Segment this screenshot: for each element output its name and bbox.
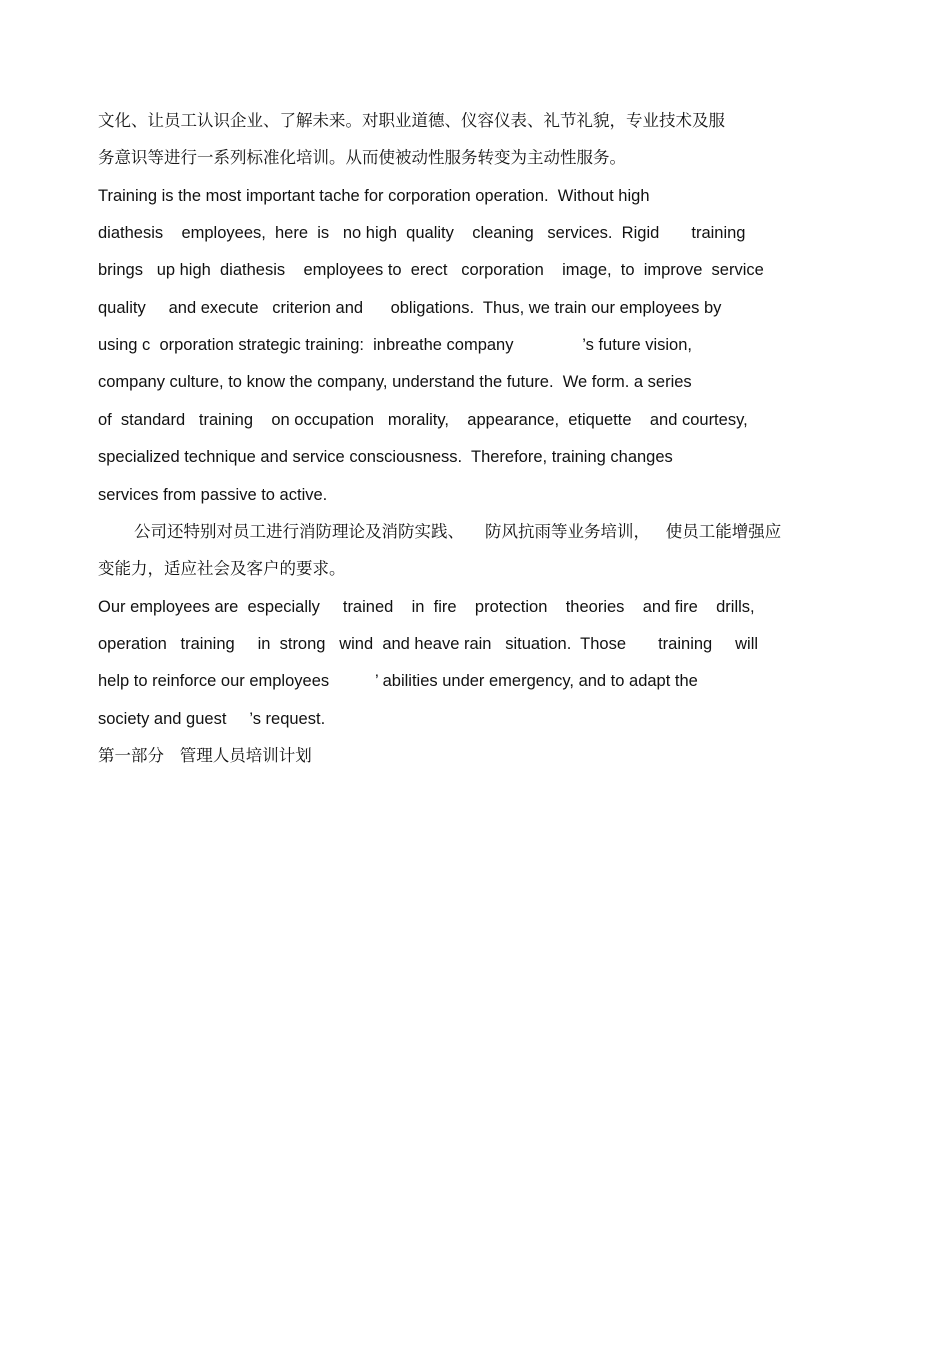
- text-line: using c orporation strategic training: inbreathe company ’s future vision,: [98, 336, 692, 354]
- text-line: specialized technique and service consciousness. Therefore, training changes: [98, 448, 673, 466]
- text-line: operation training in strong wind and heave rain situation. Those training will: [98, 635, 759, 653]
- text-line: 文化、让员工认识企业、了解未来。对职业道德、仪容仪表、礼节礼貌，专业技术及服: [98, 111, 725, 130]
- text-line: 务意识等进行一系列标准化培训。从而使被动性服务转变为主动性服务。: [98, 148, 626, 167]
- text-line: quality and execute criterion and obligations. Thus, we train our employees by: [98, 299, 722, 317]
- text-line: 变能力，适应社会及客户的要求。: [98, 559, 346, 578]
- text-line: 公司还特别对员工进行消防理论及消防实践、 防风抗雨等业务培训， 使员工能增强应: [134, 522, 782, 541]
- text-line: society and guest ’s request.: [98, 710, 326, 728]
- text-line: services from passive to active.: [98, 486, 328, 504]
- text-line: help to reinforce our employees ’ abilities under emergency, and to adapt the: [98, 672, 698, 690]
- text-line: Our employees are especially trained in fire protection theories and fire drills,: [98, 598, 755, 616]
- text-line: of standard training on occupation morality, appearance, etiquette and courtesy,: [98, 411, 748, 429]
- text-line: company culture, to know the company, understand the future. We form. a series: [98, 373, 692, 391]
- text-line: diathesis employees, here is no high quality cleaning services. Rigid training: [98, 224, 746, 242]
- text-line: brings up high diathesis employees to erect corporation image, to improve service: [98, 261, 764, 279]
- text-line: Training is the most important tache for corporation operation. Without high: [98, 187, 650, 205]
- section-heading: 第一部分 管理人员培训计划: [98, 746, 312, 765]
